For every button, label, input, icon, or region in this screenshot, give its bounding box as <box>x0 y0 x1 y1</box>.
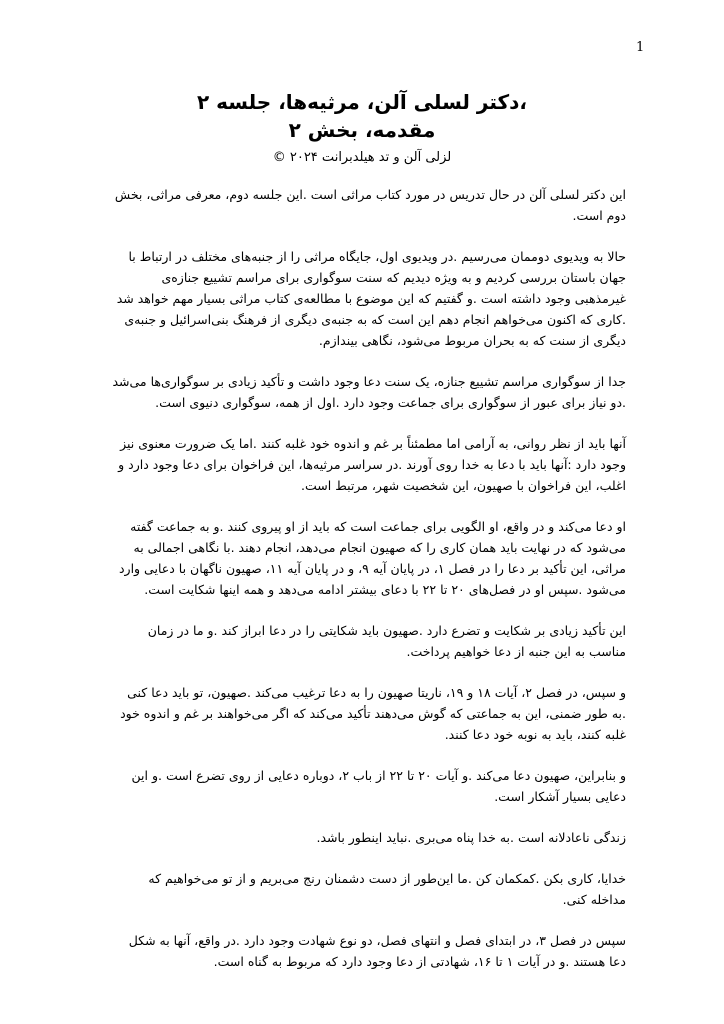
copyright-line: لزلی آلن و تد هیلدبرانت ۲۰۲۴ © <box>272 150 452 165</box>
paragraph: و بنابراین، صهیون دعا می‌کند .و آیات ۲۰ تا ۲۲ از باب ۲، دوباره دعایی از روی تضرع است .و این دعایی بسیار آشکار است. <box>131 768 626 804</box>
document-header <box>0 88 724 168</box>
paragraph: خدایا، کاری بکن .کمکمان کن .ما این‌طور از دست دشمنان رنج می‌بریم و از تو می‌خواهیم که مداخله کنی. <box>148 871 626 907</box>
paragraph: سپس در فصل ۳، در ابتدای فصل و انتهای فصل، دو نوع شهادت وجود دارد .در واقع، آنها به شکل دعا هستند .و در آیات ۱ تا ۱۶، شهادتی از دعا وجود دارد که مربوط به گناه است. <box>128 933 626 969</box>
paragraph: این دکتر لسلی آلن در حال تدریس در مورد کتاب مراثی است .این جلسه دوم، معرفی مراثی، بخش دوم است. <box>114 187 626 223</box>
paragraph: آنها باید از نظر روانی، به آرامی اما مطمئناً بر غم و اندوه خود غلبه کنند .اما یک ضرورت معنوی نیز وجود دارد :آنها باید با دعا به خدا روی آورند .در سراسر مرثیه‌ها، این فراخوان برای دعا وجود دارد و اغلب، این فراخوان با صهیون، این شخصیت شهر، مرتبط است. <box>118 436 626 493</box>
paragraph: این تأکید زیادی بر شکایت و تضرع دارد .صهیون باید شکایتی را در دعا ابراز کند .و ما در زمان مناسب به این جنبه از دعا خواهیم پرداخت. <box>147 623 626 659</box>
paragraph: حالا به ویدیوی دوممان می‌رسیم .در ویدیوی اول، جایگاه مراثی را از جنبه‌های مختلف در ارتباط با جهان باستان بررسی کردیم و به ویژه دیدیم که سنت سوگواری برای مراسم تشییع جنازه‌ی غیرمذهبی وجود داشته است .و گفتیم که این موضوع با مطالعه‌ی کتاب مراثی بسیار مهم خواهد شد .کاری که اکنون می‌خواهم انجام دهم این است که به جنبه‌ی دیگری از فرهنگ بنی‌اسرائیل و جنبه‌ی دیگری از سنت که به بحران مربوط می‌شود، نگاهی بیندازم. <box>116 249 626 348</box>
paragraph: زندگی ناعادلانه است .به خدا پناه می‌بری .نباید اینطور باشد. <box>316 830 626 845</box>
paragraph: و سپس، در فصل ۲، آیات ۱۸ و ۱۹، ناریتا صهیون را به دعا ترغیب می‌کند .صهیون، تو باید دعا کنی .به طور ضمنی، این به جماعتی که گوش می‌دهند تأکید می‌کند که اگر می‌خواهند بر غم و اندوه خود غلبه کنند، باید به نوبه خود دعا کنند. <box>120 685 626 742</box>
document-body <box>110 184 626 992</box>
title-line-2: مقدمه، بخش ۲ <box>288 118 436 142</box>
page-number: 1 <box>636 40 645 55</box>
paragraph: او دعا می‌کند و در واقع، او الگویی برای جماعت است که باید از او پیروی کنند .و به جماعت گفته می‌شود که در نهایت باید همان کاری را که صهیون انجام می‌دهد، انجام دهند .با نگاهی اجمالی به مراثی، این تأکید بر دعا را در فصل ۱، در پایان آیه ۹، و در پایان آیه ۱۱، صهیون ناگهان با دعایی وارد می‌شود .سپس او در فصل‌های ۲۰ تا ۲۲ با دعای بیشتر ادامه می‌دهد و همه اینها شکایت است. <box>118 519 626 597</box>
title-line-1: ،دکتر لسلی آلن، مرثیه‌ها، جلسه ۲ <box>196 90 527 114</box>
paragraph: جدا از سوگواری مراسم تشییع جنازه، یک سنت دعا وجود داشت و تأکید زیادی بر سوگواری‌ها می‌شد .دو نیاز برای عبور از سوگواری برای جماعت وجود دارد .اول از همه، سوگواری دنیوی است. <box>112 374 626 410</box>
